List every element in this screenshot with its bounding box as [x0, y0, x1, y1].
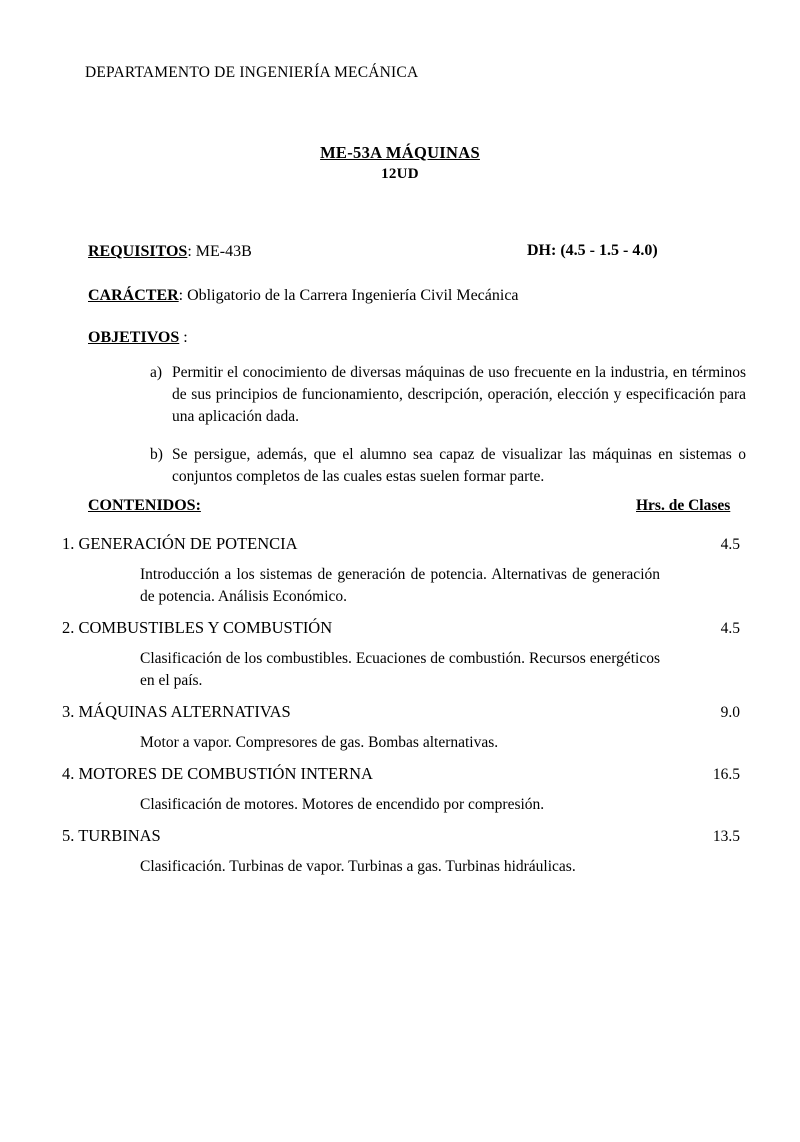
- hours-column-header: Hrs. de Clases: [636, 497, 731, 514]
- content-entry: [0, 764, 800, 816]
- course-code: ME-53A MÁQUINAS: [320, 143, 480, 162]
- content-description: Introducción a los sistemas de generación de potencia. Alternativas de generación de potencia. Análisis Económico.: [140, 566, 660, 605]
- content-entry: [0, 618, 800, 692]
- content-hours: 4.5: [720, 536, 740, 553]
- contents-list: [0, 534, 800, 888]
- caracter-value: : Obligatorio de la Carrera Ingeniería Civil Mecánica: [178, 287, 519, 304]
- requisitos-row: [88, 243, 252, 261]
- requisitos-label: REQUISITOS: [88, 243, 188, 260]
- content-entry: [0, 534, 800, 608]
- dh-value: DH: (4.5 - 1.5 - 4.0): [527, 242, 658, 259]
- content-title: 1. GENERACIÓN DE POTENCIA: [62, 534, 298, 553]
- content-description: Clasificación de motores. Motores de encendido por compresión.: [140, 796, 545, 813]
- course-units: 12UD: [381, 166, 419, 182]
- requisitos-value: : ME-43B: [187, 243, 252, 260]
- content-hours: 16.5: [712, 766, 740, 783]
- content-description: Clasificación. Turbinas de vapor. Turbinas a gas. Turbinas hidráulicas.: [140, 858, 576, 875]
- content-title: 4. MOTORES DE COMBUSTIÓN INTERNA: [62, 764, 373, 783]
- content-title: 3. MÁQUINAS ALTERNATIVAS: [62, 702, 291, 721]
- caracter-label: CARÁCTER: [88, 287, 179, 304]
- department-header: DEPARTAMENTO DE INGENIERÍA MECÁNICA: [85, 64, 419, 81]
- objetivos-label: OBJETIVOS: [88, 329, 180, 346]
- objective-text: Permitir el conocimiento de diversas máquinas de uso frecuente en la industria, en términos de sus principios de funcionamiento, descripción, operación, elección y especificación para una aplicación dada.: [172, 364, 746, 425]
- objectives-list: [150, 362, 746, 504]
- content-description: Clasificación de los combustibles. Ecuaciones de combustión. Recursos energéticos en el país.: [140, 650, 660, 689]
- content-title: 2. COMBUSTIBLES Y COMBUSTIÓN: [62, 618, 333, 637]
- content-hours: 13.5: [712, 828, 740, 845]
- objetivos-colon: :: [179, 329, 188, 346]
- content-entry: [0, 826, 800, 878]
- content-entry: [0, 702, 800, 754]
- list-item: [150, 362, 746, 428]
- objective-marker: a): [150, 364, 163, 381]
- content-hours: 9.0: [720, 704, 740, 721]
- caracter-row: [88, 287, 519, 305]
- list-item: [150, 444, 746, 488]
- content-hours: 4.5: [720, 620, 740, 637]
- content-description: Motor a vapor. Compresores de gas. Bombas alternativas.: [140, 734, 499, 751]
- contenidos-heading: CONTENIDOS:: [88, 497, 201, 514]
- objective-marker: b): [150, 446, 163, 463]
- objective-text: Se persigue, además, que el alumno sea capaz de visualizar las máquinas en sistemas o conjuntos completos de las cuales estas suelen formar parte.: [172, 446, 746, 485]
- course-title-block: [0, 143, 800, 183]
- objetivos-row: [88, 329, 188, 347]
- content-title: 5. TURBINAS: [62, 826, 161, 845]
